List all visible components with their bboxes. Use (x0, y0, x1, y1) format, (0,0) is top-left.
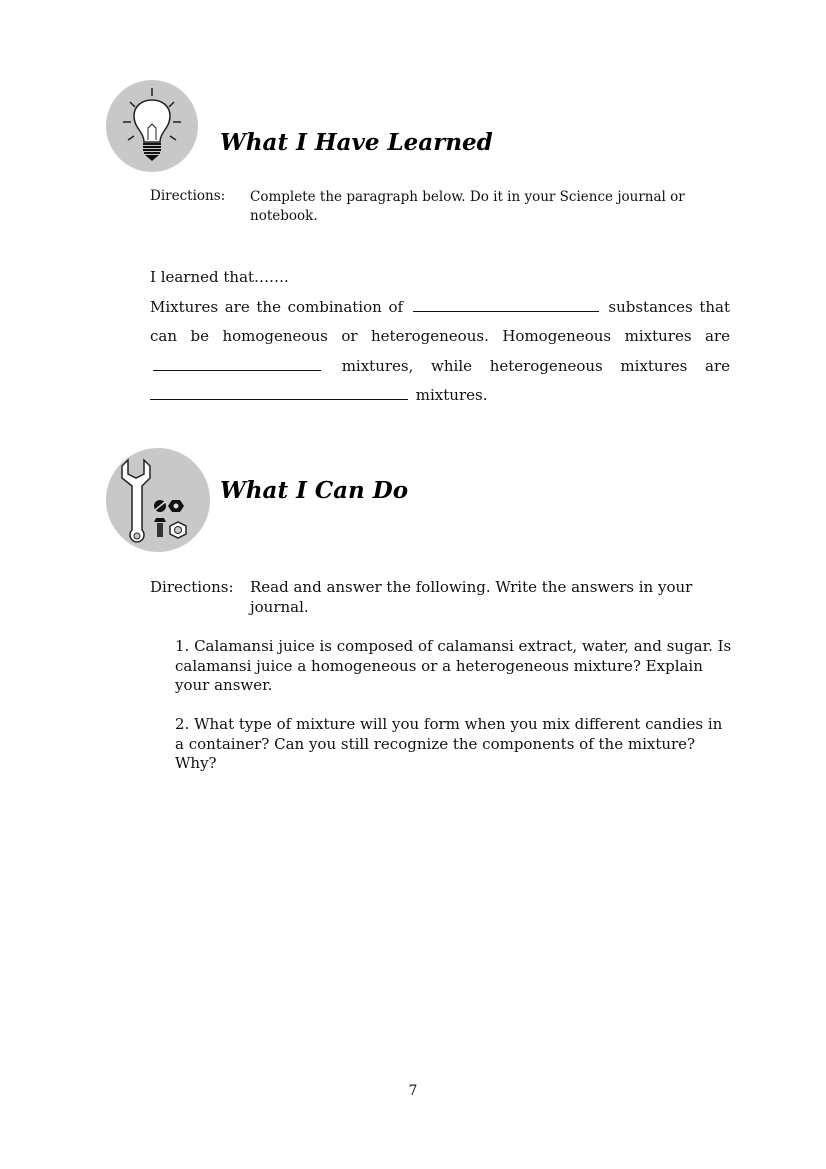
question-2: 2. What type of mixture will you form when you mix different candies in a container? Can you still recognize the components of the mixture? Why? (175, 715, 723, 772)
answer-blank-3[interactable] (150, 385, 408, 400)
answer-blank-1[interactable] (413, 297, 599, 312)
paragraph-intro: I learned that……. (150, 268, 289, 286)
directions-label: Directions: (150, 578, 234, 596)
question-1: 1. Calamansi juice is composed of calamansi extract, water, and sugar. Is calamansi juice a homogeneous or a heterogeneous mixture? Explain your answer. (175, 637, 732, 694)
page-number: 7 (408, 1083, 418, 1099)
directions-label: Directions: (150, 188, 226, 204)
directions-text: Complete the paragraph below. Do it in your Science journal or notebook. (250, 189, 685, 224)
lightbulb-icon (106, 80, 198, 172)
fill-in-paragraph (150, 263, 730, 411)
section-title-what-i-have-learned: What I Have Learned (220, 129, 493, 156)
answer-blank-2[interactable] (153, 356, 321, 371)
paragraph-part1: Mixtures are the combination of (150, 297, 404, 316)
directions-text: Read and answer the following. Write the answers in your journal. (250, 578, 693, 616)
paragraph-body (150, 293, 730, 411)
wrench-tools-icon (106, 448, 210, 552)
paragraph-part2: substances that can be homogeneous or heterogeneous. Homogeneous mixtures are (150, 297, 730, 345)
paragraph-part4: mixtures. (415, 386, 488, 404)
paragraph-part3: mixtures, while heterogeneous mixtures are (341, 356, 730, 375)
section-title-what-i-can-do: What I Can Do (220, 477, 409, 504)
